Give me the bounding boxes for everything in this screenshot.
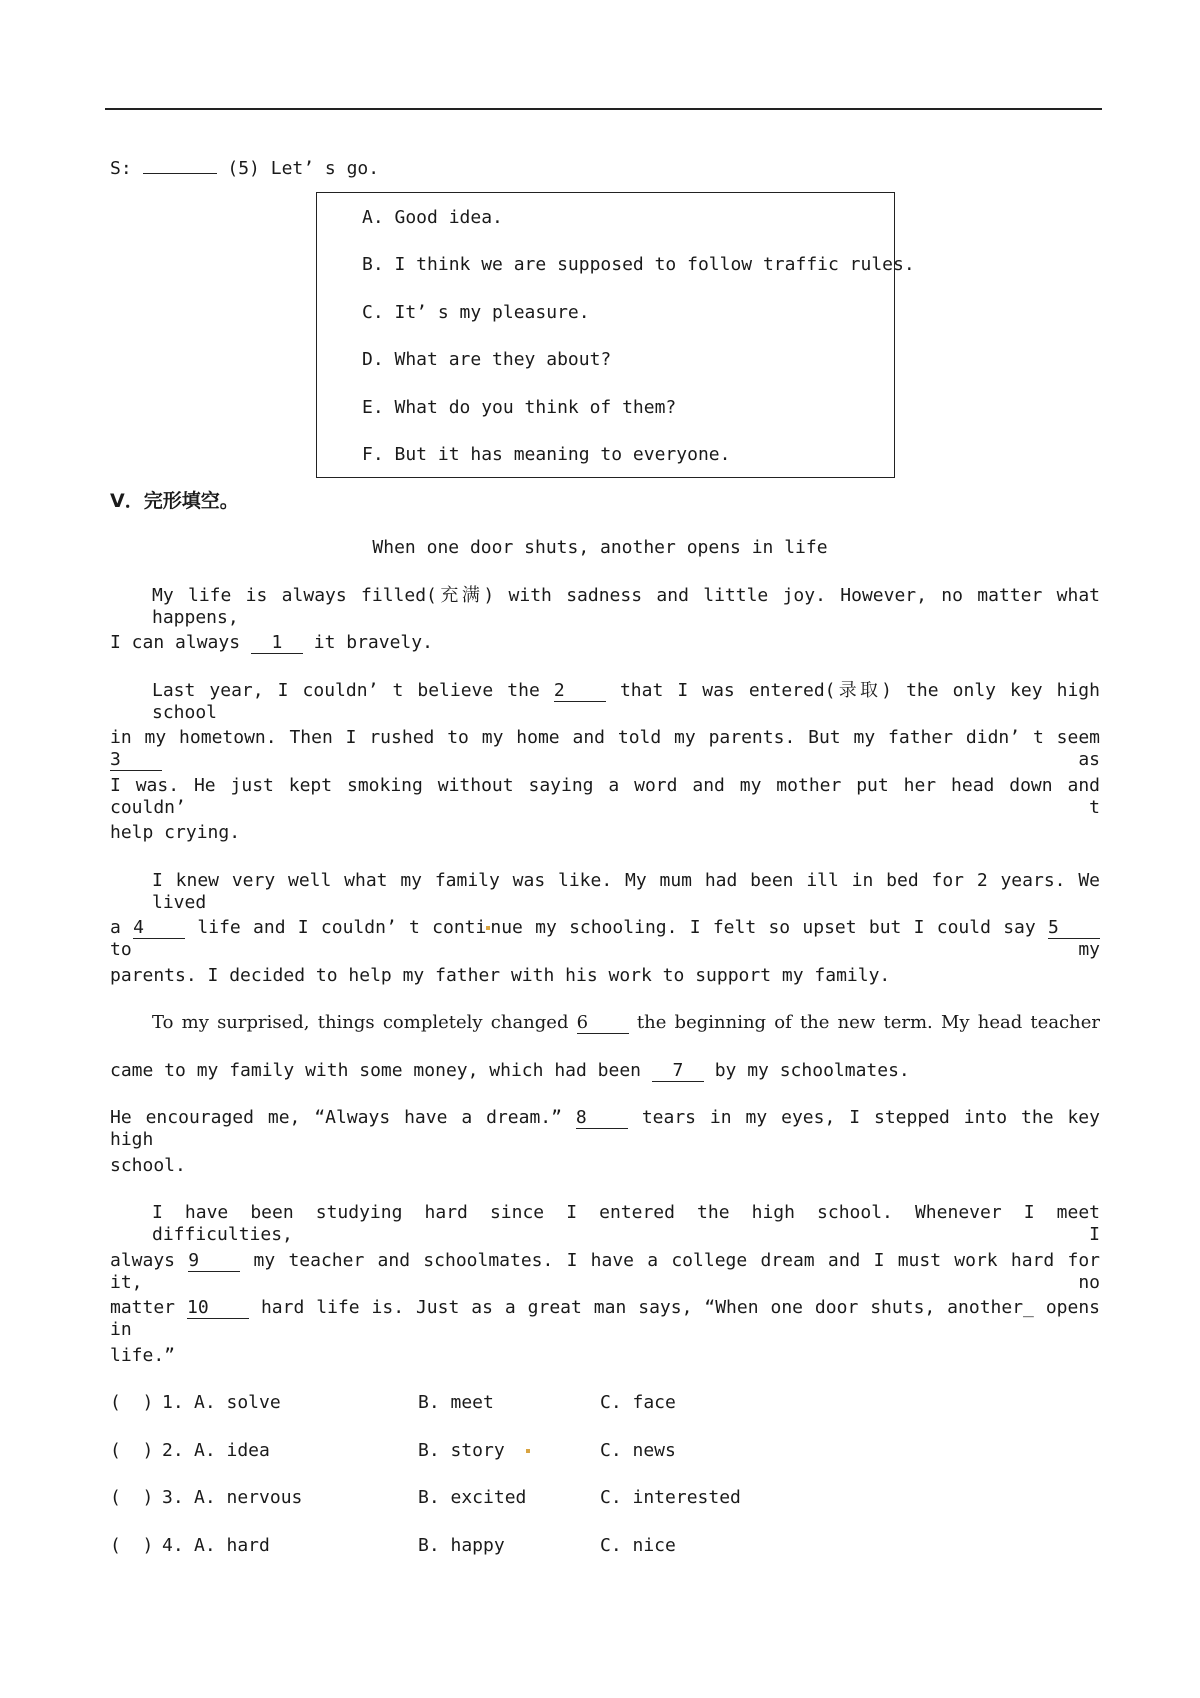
- question-row: [110, 1440, 910, 1462]
- choice-c: C. nice: [600, 1535, 676, 1556]
- passage-line: [110, 1297, 1100, 1341]
- blank-2: 2: [554, 681, 606, 702]
- options-box: [316, 192, 915, 478]
- blank-10: 10: [187, 1298, 249, 1319]
- text-run: nue my schooling. I felt so upset but I could say: [490, 917, 1036, 938]
- dialogue-text: Let’ s go.: [270, 158, 380, 179]
- passage-line: parents. I decided to help my father with his work to support my family.: [110, 965, 891, 986]
- speaker-label: S:: [110, 158, 132, 179]
- text-run: always: [110, 1250, 176, 1271]
- text-run: that I was entered(录取) the only key high school: [152, 680, 1100, 723]
- question-number: 2.: [162, 1440, 184, 1461]
- passage-line: I was. He just kept smoking without saying a word and my mother put her head down and couldn’ t: [110, 775, 1100, 818]
- option-e: E. What do you think of them?: [362, 397, 677, 418]
- text-run: as: [1078, 749, 1100, 770]
- stray-mark: [526, 1449, 530, 1453]
- passage-line: My life is always filled(充满) with sadness and little joy. However, no matter what happens,: [152, 585, 1100, 628]
- text-run: it bravely.: [313, 632, 433, 653]
- blank-1: 1: [251, 633, 303, 654]
- text-run: He encouraged me, “Always have a dream.”: [110, 1107, 562, 1128]
- passage-line: [110, 917, 1100, 961]
- question-number: 4.: [162, 1535, 184, 1556]
- section-heading: V．完形填空。: [110, 490, 239, 512]
- text-run: a: [110, 917, 121, 938]
- choice-a: A. hard: [194, 1535, 270, 1556]
- choice-c: C. news: [600, 1440, 676, 1461]
- passage-line: [110, 1060, 910, 1082]
- question-row: [110, 1487, 910, 1509]
- passage-line: [110, 1012, 1100, 1034]
- text-run: came to my family with some money, which had been: [110, 1060, 642, 1081]
- choice-a: A. solve: [194, 1392, 281, 1413]
- text-run: the beginning of the new term. My head teacher: [636, 1012, 1100, 1033]
- text-run: matter: [110, 1297, 176, 1318]
- text-run: Last year, I couldn’ t believe the: [152, 680, 540, 701]
- blank-number: (5): [227, 158, 260, 179]
- passage-title: When one door shuts, another opens in life: [372, 537, 828, 558]
- blank-9: 9: [188, 1251, 240, 1272]
- text-run: by my schoolmates.: [714, 1060, 910, 1081]
- header-rule: [105, 108, 1102, 110]
- text-run: To my surprised, things completely changed: [152, 1012, 569, 1033]
- passage-line: I have been studying hard since I entered the high school. Whenever I meet difficulties, I: [152, 1202, 1100, 1245]
- choice-a: A. nervous: [194, 1487, 303, 1508]
- text-run: in my hometown. Then I rushed to my home and told my parents. But my father didn’ t seem: [110, 727, 1100, 748]
- question-number: 1.: [162, 1392, 184, 1413]
- blank-5: 5: [1048, 918, 1100, 939]
- passage-line: I knew very well what my family was like. My mum had been ill in bed for 2 years. We lived: [152, 870, 1100, 913]
- answer-paren: ( ): [110, 1535, 154, 1556]
- answer-paren: ( ): [110, 1440, 154, 1461]
- choice-c: C. face: [600, 1392, 676, 1413]
- question-row: [110, 1392, 910, 1414]
- text-run: tears in my eyes, I stepped into the key high: [110, 1107, 1100, 1150]
- passage-line: life.”: [110, 1345, 176, 1366]
- option-d: D. What are they about?: [362, 349, 612, 370]
- text-run: hard life is. Just as a great man says, “When one door shuts, another_ opens in: [110, 1297, 1101, 1340]
- option-a: A. Good idea.: [362, 207, 503, 228]
- text-run: my teacher and schoolmates. I have a college dream and I must work hard for it, no: [110, 1250, 1100, 1293]
- answer-paren: ( ): [110, 1487, 154, 1508]
- passage-line: school.: [110, 1155, 186, 1176]
- text-run: to my: [110, 939, 1100, 960]
- blank-8: 8: [576, 1108, 628, 1129]
- passage-line: [110, 727, 1100, 771]
- passage-line: help crying.: [110, 822, 241, 843]
- passage-line: [110, 632, 433, 654]
- choice-b: B. excited: [418, 1487, 527, 1508]
- passage-line: [110, 1107, 1100, 1151]
- blank-6: 6: [577, 1013, 629, 1034]
- option-b: B. I think we are supposed to follow traffic rules.: [362, 254, 915, 275]
- answer-paren: ( ): [110, 1392, 154, 1413]
- dialogue-line: [110, 158, 379, 180]
- text-run: life and I couldn’ t conti: [197, 917, 487, 938]
- blank-7: 7: [652, 1061, 704, 1082]
- passage-line: [110, 1250, 1100, 1294]
- option-f: F. But it has meaning to everyone.: [362, 444, 731, 465]
- choice-b: B. meet: [418, 1392, 494, 1413]
- text-run: I can always: [110, 632, 241, 653]
- answer-blank: [143, 173, 217, 174]
- choice-a: A. idea: [194, 1440, 270, 1461]
- choice-c: C. interested: [600, 1487, 741, 1508]
- question-row: [110, 1535, 910, 1557]
- option-c: C. It’ s my pleasure.: [362, 302, 590, 323]
- choice-b: B. happy: [418, 1535, 505, 1556]
- passage-line: [110, 680, 1100, 724]
- choice-b: B. story: [418, 1440, 505, 1461]
- blank-4: 4: [133, 918, 185, 939]
- blank-3: 3: [110, 750, 162, 771]
- question-number: 3.: [162, 1487, 184, 1508]
